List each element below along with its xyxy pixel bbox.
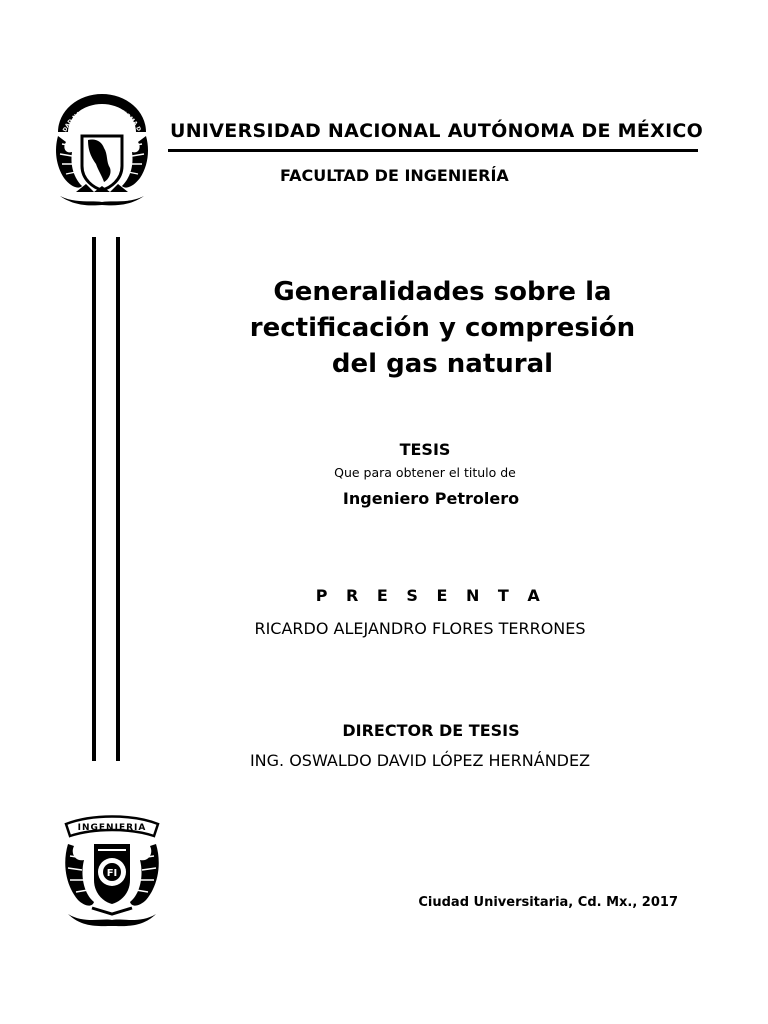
presenta-label: P R E S E N T A	[315, 586, 547, 605]
thesis-title-line: Generalidades sobre la	[273, 277, 612, 307]
svg-text:INGENIERIA: INGENIERIA	[77, 823, 147, 833]
university-name: UNIVERSIDAD NACIONAL AUTÓNOMA DE MÉXICO	[170, 120, 704, 142]
degree-purpose: Que para obtener el titulo de	[334, 465, 516, 480]
svg-text:FI: FI	[106, 868, 118, 879]
author-name: RICARDO ALEJANDRO FLORES TERRONES	[254, 619, 586, 638]
document-type: TESIS	[399, 440, 451, 459]
engineering-faculty-seal-icon	[62, 810, 162, 930]
director-label: DIRECTOR DE TESIS	[342, 721, 520, 740]
thesis-title-line: del gas natural	[331, 349, 554, 379]
unam-seal-icon	[52, 92, 152, 206]
thesis-title-line: rectificación y compresión	[249, 313, 636, 343]
decorative-bar-right	[116, 237, 120, 761]
decorative-bar-left	[92, 237, 96, 761]
svg-text:UNIVERSIDAD NACIONAL AUTONOMA: DAD NACIONAL AUTONOMA D	[62, 104, 142, 133]
place-and-date: Ciudad Universitaria, Cd. Mx., 2017	[418, 895, 678, 910]
header-divider	[168, 149, 698, 152]
faculty-name: FACULTAD DE INGENIERÍA	[280, 166, 509, 185]
thesis-title	[230, 274, 655, 382]
director-name: ING. OSWALDO DAVID LÓPEZ HERNÁNDEZ	[249, 751, 591, 770]
degree-name: Ingeniero Petrolero	[342, 489, 520, 508]
